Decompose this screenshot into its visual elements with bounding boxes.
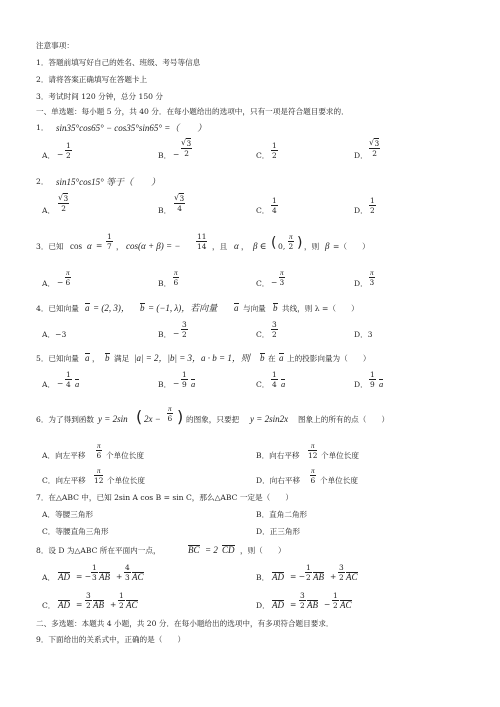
q8-option-c-coef-1: $\frac{3}{2}$ — [86, 591, 91, 611]
q6-option-b-suffix: 个单位长度 — [321, 451, 359, 460]
q5-option-b-vector: a — [191, 379, 196, 389]
q6-function: y = 2sin — [98, 414, 128, 424]
q8-option-b-coef-2: $\frac{3}{2}$ — [339, 563, 344, 583]
q5-comma: ， — [92, 354, 100, 363]
notice-item-3: 3．考试时间 120 分钟，总分 150 分 — [36, 92, 164, 101]
q5-option-a-vector: a — [75, 379, 80, 389]
q8-option-c-label: C． — [42, 601, 56, 610]
q5-option-d-fraction: $\frac{1}{9}$ — [370, 370, 375, 390]
q6-function-2: y = 2sin2x — [250, 414, 289, 424]
q8-option-a-coef-1: $\frac{1}{3}$ — [92, 563, 97, 583]
q6-option-d-fraction: $\frac{\pi}{6}$ — [310, 466, 316, 486]
q8-option-b-ab: AB — [313, 572, 324, 582]
q1-option-a-fraction: $\frac{1}{2}$ — [66, 141, 71, 161]
q5-option-d-vector: a — [379, 379, 384, 389]
q6-option-c-suffix: 个单位长度 — [107, 476, 145, 485]
q6-fraction-pi-6: $\frac{\pi}{6}$ — [167, 404, 173, 424]
q8-option-b-coef-1: $\frac{1}{2}$ — [306, 563, 311, 583]
q6-open-paren: ( — [136, 407, 143, 426]
q6-option-a-fraction: $\frac{\pi}{6}$ — [96, 441, 102, 461]
q8-option-a-coef-2: $\frac{4}{3}$ — [125, 563, 130, 583]
q8-option-c-ac: AC — [126, 600, 138, 610]
q3-prefix: 3．已知 — [36, 242, 64, 251]
q5-vector-b-2: b — [260, 353, 265, 363]
q3-fraction-2: $\frac{11}{14}$ — [197, 232, 207, 252]
q3-option-b-label: B． — [158, 279, 172, 288]
q4-option-c-label: C． — [256, 330, 270, 339]
q1-option-b-sign: − — [173, 150, 180, 159]
q7-option-a: A．等腰三角形 — [42, 510, 94, 519]
q7-option-b: B．直角二角形 — [256, 510, 308, 519]
q8-option-b-eq: = − — [290, 572, 306, 581]
notice-item-1: 1．答题前填写好自己的姓名、班级、考号等信息 — [36, 58, 201, 67]
q1-option-b-label: B． — [158, 151, 172, 160]
q8-option-a-label: A． — [42, 573, 56, 582]
q3-open-paren: ( — [271, 235, 277, 251]
q5-vector-a: a — [85, 353, 90, 363]
q8-eq: = 2 — [205, 545, 218, 555]
q6-prefix: 6．为了得到函数 — [36, 415, 94, 424]
q8-tail: ，则（ ） — [240, 546, 286, 555]
q8-option-c-plus: + — [110, 600, 117, 609]
q4-vector-a: a — [85, 303, 90, 313]
q6-option-b-prefix: B．向右平移 — [256, 451, 300, 460]
q1-option-a-label: A． — [42, 151, 56, 160]
q6-close-paren: ) — [177, 407, 184, 426]
q4-a-value: = (2, 3)， — [93, 303, 130, 313]
q6-option-c-fraction: $\frac{\pi}{12}$ — [94, 466, 104, 486]
q5-vector-b: b — [105, 353, 110, 363]
q4-option-b-sign: − — [173, 329, 180, 338]
q3-option-a-label: A． — [42, 279, 56, 288]
q3-tail: ，则 — [304, 242, 320, 251]
q7-option-d: D．正三角形 — [256, 527, 301, 536]
q5-vector-a-2: a — [279, 353, 284, 363]
q3-alpha-2: α — [234, 241, 239, 251]
q2-option-a-label: A． — [42, 206, 56, 215]
q5-option-a-label: A． — [42, 380, 56, 389]
q6-option-b-fraction: $\frac{\pi}{12}$ — [308, 441, 318, 461]
q3-alpha: α — [87, 241, 92, 251]
q2-option-c-fraction: $\frac{1}{4}$ — [272, 196, 277, 216]
q1-expression: sin35°cos65° − cos35°sin65° =（ ） — [56, 123, 207, 133]
q2-number: 2． — [36, 177, 49, 186]
section2-heading: 二、多选题：本题共 4 小题，共 20 分．在每小题给出的选项中，有多项符合题目要求． — [36, 619, 334, 628]
q2-expression: sin15°cos15° 等于（ ） — [56, 177, 160, 187]
q4-option-b-fraction: $\frac{3}{2}$ — [182, 320, 187, 340]
q8-option-d-ac: AC — [340, 600, 352, 610]
q8-option-c-ad: AD — [58, 600, 70, 610]
q8-prefix: 8．设 D 为△ABC 所在平面内一点， — [36, 546, 161, 555]
q8-option-d-ab: AB — [307, 600, 318, 610]
q8-option-d-label: D． — [256, 601, 270, 610]
q5-option-c-vector: a — [281, 379, 286, 389]
q3-option-c-fraction: $\frac{\pi}{3}$ — [279, 268, 285, 288]
q5-option-d-label: D． — [354, 380, 368, 389]
q7-text: 7．在△ABC 中，已知 2sin A cos B = sin C，那么△ABC 一定是（ ） — [36, 493, 293, 502]
q2-option-c-label: C． — [256, 206, 270, 215]
q3-option-a-sign: − — [57, 278, 64, 287]
q5-mid: 在 — [268, 354, 276, 363]
q3-fraction-pi-2: $\frac{\pi}{2}$ — [288, 232, 294, 252]
q5-option-b-label: B． — [158, 380, 172, 389]
q1-option-a-sign: − — [57, 150, 64, 159]
q8-option-d-minus: − — [324, 600, 331, 609]
q8-option-b-ad: AD — [272, 572, 284, 582]
q1-option-c-label: C． — [256, 151, 270, 160]
q4-tail: 共线，则 λ =（ ） — [282, 304, 359, 313]
q3-close-paren: ) — [297, 235, 303, 251]
notice-item-2: 2．请将答案正确填写在答题卡上 — [36, 75, 148, 84]
q4-vector-a-2: a — [234, 303, 239, 313]
q8-option-a-ab: AB — [99, 572, 110, 582]
q8-option-c-coef-2: $\frac{1}{2}$ — [119, 591, 124, 611]
q1-option-d-label: D． — [354, 151, 368, 160]
q3-beta: β — [325, 241, 330, 251]
q1-option-b-fraction: √ $\frac{3}{2}$ — [181, 140, 192, 158]
q6-tail: 图象上的所有的点（ ） — [298, 415, 390, 424]
q7-option-c: C．等腰直角三角形 — [42, 527, 109, 536]
q8-option-a-ad: AD — [58, 572, 70, 582]
q8-option-a-eq: = − — [76, 572, 92, 581]
q8-option-a-plus: + — [116, 572, 123, 581]
q2-option-b-fraction: √ $\frac{3}{4}$ — [174, 195, 185, 213]
q3-zero: 0, — [278, 242, 286, 251]
q6-option-d-prefix: D．向右平移 — [256, 476, 301, 485]
q6-option-c-prefix: C．向左平移 — [42, 476, 86, 485]
q8-option-b-ac: AC — [346, 572, 358, 582]
q3-option-b-fraction: $\frac{\pi}{6}$ — [173, 268, 179, 288]
q6-option-a-prefix: A．向左平移 — [42, 451, 86, 460]
q3-end: =（ ） — [333, 242, 370, 251]
q8-option-a-ac: AC — [132, 572, 144, 582]
notice-title: 注意事项： — [36, 41, 74, 50]
q4-option-d: D．3 — [354, 330, 373, 339]
q1-option-c-fraction: $\frac{1}{2}$ — [272, 141, 277, 161]
q3-option-a-fraction: $\frac{\pi}{6}$ — [65, 268, 71, 288]
q8-option-d-coef-1: $\frac{3}{2}$ — [300, 591, 305, 611]
q3-mid: ，且 — [212, 242, 228, 251]
q4-vector-b: b — [140, 303, 145, 313]
q5-option-b-fraction: $\frac{1}{9}$ — [182, 370, 187, 390]
q4-mid: 与向量 — [243, 304, 266, 313]
q3-option-c-sign: − — [271, 278, 278, 287]
q3-eq: = — [96, 241, 103, 250]
q2-option-d-label: D． — [354, 206, 368, 215]
q3-comma: ， — [116, 242, 124, 251]
q1-option-d-fraction: √ $\frac{3}{2}$ — [369, 140, 380, 158]
q8-option-d-eq: = — [290, 600, 297, 609]
q5-option-a-fraction: $\frac{1}{4}$ — [66, 370, 71, 390]
q3-option-c-label: C． — [256, 279, 270, 288]
q2-option-a-fraction: √ $\frac{3}{2}$ — [58, 195, 69, 213]
q3-option-d-label: D． — [354, 279, 368, 288]
q6-option-a-suffix: 个单位长度 — [106, 451, 144, 460]
q3-cos-sum: cos(α + β) = − — [126, 241, 181, 251]
q8-vector-bc: BC — [188, 545, 200, 555]
q5-option-b-sign: − — [173, 379, 180, 388]
q3-fraction-1: $\frac{1}{7}$ — [107, 232, 112, 252]
q8-option-d-coef-2: $\frac{1}{2}$ — [333, 591, 338, 611]
q5-cond: 满足 — [114, 354, 130, 363]
q6-option-d-suffix: 个单位长度 — [320, 476, 358, 485]
q8-option-b-label: B． — [256, 573, 270, 582]
section1-heading: 一、单选题：每小题 5 分，共 40 分．在每小题给出的选项中，只有一项是符合题目要求的． — [36, 107, 349, 116]
q4-prefix: 4．已知向量 — [36, 304, 79, 313]
q4-option-a: A．−3 — [42, 330, 67, 339]
q1-number: 1． — [36, 123, 49, 132]
q5-magnitudes: |a| = 2，|b| = 3，a · b = 1，则 — [134, 353, 250, 363]
q8-option-c-ab: AB — [93, 600, 104, 610]
q6-two-x: 2x − — [144, 414, 161, 424]
q5-prefix: 5．已知向量 — [36, 354, 79, 363]
q4-option-b-label: B． — [158, 330, 172, 339]
q8-option-c-eq: = — [76, 600, 83, 609]
q4-b-value: = (−1, λ)，若向量 — [148, 303, 218, 313]
q8-vector-cd: CD — [222, 545, 235, 555]
q6-mid: 的图象，只要把 — [186, 415, 240, 424]
q5-option-a-sign: − — [57, 379, 64, 388]
q5-tail: 上的投影向量为（ ） — [287, 354, 371, 363]
q8-option-b-plus: + — [330, 572, 337, 581]
q8-option-d-ad: AD — [272, 600, 284, 610]
q5-option-c-fraction: $\frac{1}{4}$ — [272, 370, 277, 390]
q2-option-d-fraction: $\frac{1}{2}$ — [370, 196, 375, 216]
q5-option-c-label: C． — [256, 380, 270, 389]
q3-beta-in: β ∈ — [253, 241, 267, 251]
q3-cos: cos — [70, 241, 82, 251]
q9-text: 9．下面给出的关系式中，正确的是（ ） — [36, 635, 186, 644]
q3-option-d-fraction: $\frac{\pi}{3}$ — [369, 268, 375, 288]
q2-option-b-label: B． — [158, 206, 172, 215]
q3-comma-2: ， — [241, 242, 249, 251]
q4-vector-b-2: b — [273, 303, 278, 313]
q4-option-c-fraction: $\frac{3}{2}$ — [272, 320, 277, 340]
